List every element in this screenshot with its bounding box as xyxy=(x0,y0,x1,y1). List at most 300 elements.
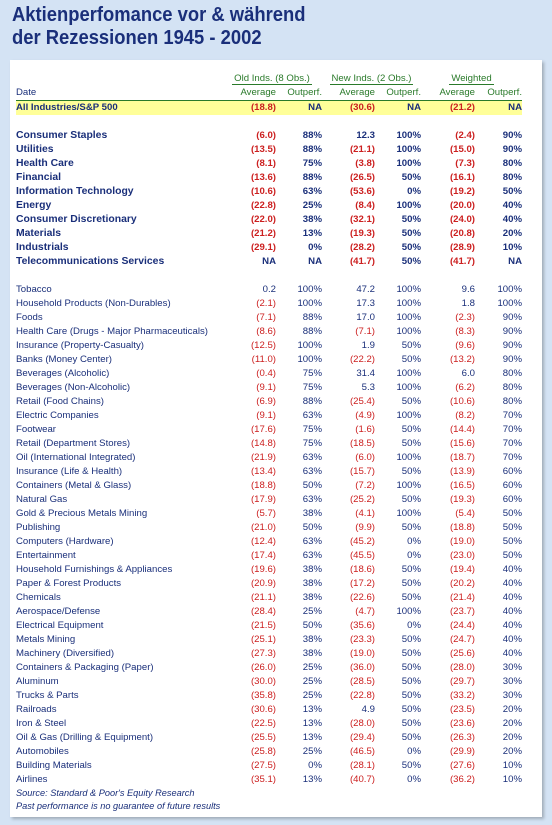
row-label: Health Care (Drugs - Major Pharmaceuticals) xyxy=(16,326,208,337)
cell-old-average: (28.4) xyxy=(250,606,276,617)
cell-weighted-average: (5.4) xyxy=(455,508,475,519)
cell-weighted-outperf: 100% xyxy=(497,298,522,309)
cell-weighted-average: (13.9) xyxy=(449,466,475,477)
industry-row xyxy=(16,563,522,577)
industry-row xyxy=(16,591,522,605)
cell-weighted-average: (8.2) xyxy=(455,410,475,421)
industry-row xyxy=(16,339,522,353)
row-label: Oil & Gas (Drilling & Equipment) xyxy=(16,732,154,743)
cell-weighted-outperf: 40% xyxy=(502,578,522,589)
cell-new-average: (17.2) xyxy=(349,578,375,589)
disclaimer-note: Past performance is no guarantee of future results xyxy=(16,801,221,811)
title-line-1: Aktienperfomance vor & während xyxy=(12,4,306,26)
cell-weighted-outperf: 40% xyxy=(502,200,522,211)
cell-old-outperf: 88% xyxy=(302,312,322,323)
cell-new-outperf: 100% xyxy=(396,158,421,169)
cell-new-outperf: 100% xyxy=(396,480,421,491)
cell-new-average: (18.5) xyxy=(349,438,375,449)
cell-new-outperf: 100% xyxy=(396,606,421,617)
cell-weighted-outperf: 20% xyxy=(502,718,522,729)
cell-new-average: (15.7) xyxy=(349,466,375,477)
row-label: Natural Gas xyxy=(16,494,68,505)
cell-old-outperf: 63% xyxy=(302,494,322,505)
cell-old-average: (18.8) xyxy=(222,101,276,116)
cell-new-outperf: 50% xyxy=(401,228,421,239)
cell-old-outperf: 75% xyxy=(302,158,322,169)
cell-weighted-outperf: 80% xyxy=(502,382,522,393)
cell-weighted-average: (18.7) xyxy=(449,452,475,463)
cell-old-average: (10.6) xyxy=(250,186,276,197)
cell-old-outperf: 63% xyxy=(302,186,322,197)
cell-weighted-outperf: 50% xyxy=(502,186,522,197)
cell-weighted-average: (27.6) xyxy=(449,760,475,771)
row-label: Household Furnishings & Appliances xyxy=(16,564,173,575)
footer-row xyxy=(16,800,522,813)
cell-old-average: (5.7) xyxy=(256,508,276,519)
industry-row xyxy=(16,493,522,507)
cell-new-outperf: 100% xyxy=(396,382,421,393)
title-line-2: der Rezessionen 1945 - 2002 xyxy=(12,27,262,49)
row-label: Insurance (Property-Casualty) xyxy=(16,340,144,351)
cell-new-average: (4.7) xyxy=(355,606,375,617)
cell-new-outperf: 0% xyxy=(407,774,421,785)
cell-new-average: 12.3 xyxy=(356,130,375,141)
group-old-industries: Old Inds. (8 Obs.) xyxy=(234,73,310,84)
sector-row xyxy=(16,143,522,157)
cell-weighted-average: (25.6) xyxy=(449,648,475,659)
cell-new-outperf: 50% xyxy=(401,676,421,687)
cell-old-outperf: 100% xyxy=(297,298,322,309)
cell-weighted-outperf: 50% xyxy=(502,522,522,533)
cell-new-outperf: 50% xyxy=(401,704,421,715)
cell-old-average: (27.3) xyxy=(250,648,276,659)
row-label: Electrical Equipment xyxy=(16,620,104,631)
cell-weighted-average: (23.6) xyxy=(449,718,475,729)
cell-weighted-average: (16.1) xyxy=(449,172,475,183)
cell-new-outperf: 100% xyxy=(396,130,421,141)
cell-weighted-outperf: 10% xyxy=(502,774,522,785)
row-label: Foods xyxy=(16,312,43,323)
cell-new-average: (7.1) xyxy=(355,326,375,337)
cell-weighted-outperf: 40% xyxy=(502,620,522,631)
cell-old-outperf: 50% xyxy=(302,522,322,533)
row-label: Household Products (Non-Durables) xyxy=(16,298,171,309)
cell-new-average: 31.4 xyxy=(356,368,375,379)
cell-new-average: 5.3 xyxy=(361,382,375,393)
cell-old-average: (21.2) xyxy=(250,228,276,239)
cell-old-outperf: 38% xyxy=(302,508,322,519)
cell-weighted-outperf: 80% xyxy=(502,368,522,379)
cell-old-outperf: 25% xyxy=(302,200,322,211)
cell-old-average: (2.1) xyxy=(256,298,276,309)
cell-new-outperf: 100% xyxy=(396,312,421,323)
row-label: Tobacco xyxy=(16,284,52,295)
industry-row xyxy=(16,297,522,311)
cell-new-outperf: 50% xyxy=(401,340,421,351)
cell-new-outperf: 50% xyxy=(401,732,421,743)
row-label: Paper & Forest Products xyxy=(16,578,122,589)
cell-new-outperf: 50% xyxy=(401,662,421,673)
cell-old-average: (12.4) xyxy=(250,536,276,547)
row-label: Utilities xyxy=(16,144,54,155)
cell-new-average: (28.0) xyxy=(349,718,375,729)
cell-new-outperf: 50% xyxy=(401,214,421,225)
cell-old-average: (9.1) xyxy=(256,410,276,421)
cell-weighted-outperf: 30% xyxy=(502,662,522,673)
cell-old-average: (26.0) xyxy=(250,662,276,673)
cell-new-outperf: 50% xyxy=(401,466,421,477)
cell-old-average: (25.1) xyxy=(250,634,276,645)
cell-weighted-average: (15.6) xyxy=(449,438,475,449)
cell-new-outperf: 50% xyxy=(401,690,421,701)
cell-weighted-outperf: 20% xyxy=(502,704,522,715)
cell-old-average: 0.2 xyxy=(262,284,276,295)
cell-weighted-average: (26.3) xyxy=(449,732,475,743)
cell-weighted-outperf: 40% xyxy=(502,606,522,617)
cell-weighted-outperf: 90% xyxy=(502,130,522,141)
cell-old-outperf: 0% xyxy=(308,760,322,771)
industry-row xyxy=(16,731,522,745)
cell-old-average: (30.0) xyxy=(250,676,276,687)
cell-new-average: (25.2) xyxy=(349,494,375,505)
cell-old-average: (21.5) xyxy=(250,620,276,631)
industry-row xyxy=(16,311,522,325)
cell-new-outperf: 50% xyxy=(401,718,421,729)
row-label: Retail (Department Stores) xyxy=(16,438,131,449)
cell-weighted-outperf: 40% xyxy=(502,564,522,575)
sector-row xyxy=(16,199,522,213)
cell-new-average: (7.2) xyxy=(355,480,375,491)
cell-weighted-average: (33.2) xyxy=(449,690,475,701)
cell-old-average: (8.6) xyxy=(256,326,276,337)
cell-old-outperf: 13% xyxy=(302,704,322,715)
cell-new-average: (6.0) xyxy=(355,452,375,463)
cell-new-average: (28.2) xyxy=(349,242,375,253)
cell-new-outperf: 50% xyxy=(401,522,421,533)
cell-weighted-outperf: 90% xyxy=(502,144,522,155)
cell-new-average: (18.6) xyxy=(349,564,375,575)
row-label: Insurance (Life & Health) xyxy=(16,466,123,477)
cell-old-outperf: 75% xyxy=(302,438,322,449)
cell-old-outperf: 38% xyxy=(302,578,322,589)
cell-weighted-average: (18.8) xyxy=(449,522,475,533)
header-new-average: Average xyxy=(322,86,375,101)
group-header-row xyxy=(16,72,522,86)
cell-new-average: (19.0) xyxy=(349,648,375,659)
cell-old-average: (7.1) xyxy=(256,312,276,323)
group-weighted: Weighted xyxy=(451,73,492,84)
cell-weighted-outperf: 60% xyxy=(502,480,522,491)
table-panel xyxy=(10,60,542,817)
industry-row xyxy=(16,409,522,423)
cell-new-average: (28.1) xyxy=(349,760,375,771)
cell-new-average: (22.6) xyxy=(349,592,375,603)
cell-weighted-outperf: 40% xyxy=(502,214,522,225)
cell-weighted-average: (28.9) xyxy=(449,242,475,253)
header-old-outperf: Outperf. xyxy=(276,86,322,101)
industry-row xyxy=(16,465,522,479)
cell-new-outperf: 100% xyxy=(396,452,421,463)
cell-old-average: (17.6) xyxy=(250,424,276,435)
cell-new-average: (23.3) xyxy=(349,634,375,645)
cell-weighted-average: (2.4) xyxy=(455,130,475,141)
cell-new-average: 17.3 xyxy=(356,298,375,309)
header-date: Date xyxy=(16,86,222,101)
cell-old-outperf: 38% xyxy=(302,592,322,603)
cell-old-outperf: 13% xyxy=(302,228,322,239)
cell-new-outperf: 100% xyxy=(396,284,421,295)
cell-new-outperf: 0% xyxy=(407,620,421,631)
cell-old-average: (13.5) xyxy=(250,144,276,155)
header-new-outperf: Outperf. xyxy=(375,86,421,101)
cell-old-average: (21.0) xyxy=(250,522,276,533)
all-industries-row xyxy=(16,101,522,116)
spacer-row xyxy=(16,269,522,283)
cell-weighted-outperf: 20% xyxy=(502,746,522,757)
row-label: Footwear xyxy=(16,424,56,435)
cell-new-outperf: 50% xyxy=(401,634,421,645)
cell-old-average: (17.9) xyxy=(250,494,276,505)
sector-row xyxy=(16,157,522,171)
cell-old-average: NA xyxy=(262,256,276,267)
cell-old-outperf: 25% xyxy=(302,676,322,687)
cell-old-average: (22.8) xyxy=(250,200,276,211)
cell-weighted-average: (2.3) xyxy=(455,312,475,323)
cell-weighted-average: (13.2) xyxy=(449,354,475,365)
cell-new-average: (45.5) xyxy=(349,550,375,561)
cell-old-average: (22.0) xyxy=(250,214,276,225)
cell-old-outperf: 63% xyxy=(302,452,322,463)
cell-old-outperf: 100% xyxy=(297,354,322,365)
cell-weighted-outperf: 50% xyxy=(502,508,522,519)
cell-new-average: (36.0) xyxy=(349,662,375,673)
performance-table xyxy=(16,72,522,813)
cell-new-outperf: 100% xyxy=(396,144,421,155)
cell-weighted-outperf: 80% xyxy=(502,396,522,407)
industry-row xyxy=(16,395,522,409)
cell-weighted-outperf: 60% xyxy=(502,466,522,477)
cell-old-average: (22.5) xyxy=(250,718,276,729)
row-label: Retail (Food Chains) xyxy=(16,396,104,407)
cell-weighted-outperf: 50% xyxy=(502,536,522,547)
industry-row xyxy=(16,619,522,633)
cell-new-outperf: 100% xyxy=(396,368,421,379)
cell-old-average: (29.1) xyxy=(250,242,276,253)
cell-old-average: (17.4) xyxy=(250,550,276,561)
cell-old-average: (35.8) xyxy=(250,690,276,701)
row-label: Oil (International Integrated) xyxy=(16,452,136,463)
cell-old-average: (27.5) xyxy=(250,760,276,771)
cell-weighted-average: 1.8 xyxy=(461,298,475,309)
industry-row xyxy=(16,451,522,465)
cell-weighted-average: (23.5) xyxy=(449,704,475,715)
cell-weighted-outperf: 10% xyxy=(502,760,522,771)
sector-row xyxy=(16,185,522,199)
cell-weighted-outperf: 30% xyxy=(502,676,522,687)
industry-row xyxy=(16,633,522,647)
cell-new-average: (35.6) xyxy=(349,620,375,631)
cell-weighted-average: (19.4) xyxy=(449,564,475,575)
cell-weighted-average: (23.7) xyxy=(449,606,475,617)
cell-old-average: (14.8) xyxy=(250,438,276,449)
cell-weighted-average: 9.6 xyxy=(461,284,475,295)
cell-old-average: (20.9) xyxy=(250,578,276,589)
cell-weighted-average: (15.0) xyxy=(449,144,475,155)
row-label: Consumer Discretionary xyxy=(16,214,137,225)
cell-new-average: 1.9 xyxy=(361,340,375,351)
cell-new-average: (4.9) xyxy=(355,410,375,421)
row-label: Industrials xyxy=(16,242,69,253)
cell-old-outperf: 25% xyxy=(302,662,322,673)
cell-old-average: (12.5) xyxy=(250,340,276,351)
industry-row xyxy=(16,577,522,591)
cell-old-outperf: 100% xyxy=(297,284,322,295)
cell-old-outperf: 88% xyxy=(302,396,322,407)
cell-weighted-average: (23.0) xyxy=(449,550,475,561)
cell-new-outperf: 50% xyxy=(401,172,421,183)
cell-new-average: (28.5) xyxy=(349,676,375,687)
cell-new-average: (30.6) xyxy=(322,101,375,116)
cell-old-outperf: 38% xyxy=(302,564,322,575)
cell-old-outperf: 88% xyxy=(302,144,322,155)
cell-new-outperf: 50% xyxy=(401,648,421,659)
cell-new-average: (45.2) xyxy=(349,536,375,547)
cell-weighted-average: (24.4) xyxy=(449,620,475,631)
cell-weighted-average: (21.4) xyxy=(449,592,475,603)
industry-row xyxy=(16,717,522,731)
industry-row xyxy=(16,381,522,395)
cell-weighted-average: (36.2) xyxy=(449,774,475,785)
cell-old-average: (21.9) xyxy=(250,452,276,463)
row-label: Metals Mining xyxy=(16,634,76,645)
cell-old-outperf: 25% xyxy=(302,690,322,701)
industry-row xyxy=(16,549,522,563)
cell-weighted-average: 6.0 xyxy=(461,368,475,379)
cell-new-outperf: 50% xyxy=(401,354,421,365)
cell-weighted-average: (9.6) xyxy=(455,340,475,351)
cell-new-average: (29.4) xyxy=(349,732,375,743)
cell-new-outperf: 50% xyxy=(401,242,421,253)
industry-row xyxy=(16,759,522,773)
cell-new-outperf: 0% xyxy=(407,746,421,757)
cell-weighted-average: (24.7) xyxy=(449,634,475,645)
industry-row xyxy=(16,507,522,521)
row-label: Trucks & Parts xyxy=(16,690,79,701)
row-label: Gold & Precious Metals Mining xyxy=(16,508,148,519)
cell-weighted-average: (10.6) xyxy=(449,396,475,407)
cell-old-average: (25.5) xyxy=(250,732,276,743)
row-label: All Industries/S&P 500 xyxy=(16,101,222,116)
row-label: Computers (Hardware) xyxy=(16,536,114,547)
industry-row xyxy=(16,367,522,381)
row-label: Banks (Money Center) xyxy=(16,354,112,365)
cell-old-outperf: 75% xyxy=(302,382,322,393)
cell-new-outperf: 50% xyxy=(401,760,421,771)
column-header-row xyxy=(16,86,522,101)
cell-new-outperf: 0% xyxy=(407,186,421,197)
cell-new-outperf: 50% xyxy=(401,578,421,589)
cell-new-outperf: 50% xyxy=(401,564,421,575)
cell-weighted-average: (20.2) xyxy=(449,578,475,589)
cell-weighted-average: (28.0) xyxy=(449,662,475,673)
cell-weighted-average: (24.0) xyxy=(449,214,475,225)
cell-old-outperf: 88% xyxy=(302,172,322,183)
page-title xyxy=(12,4,500,50)
cell-new-outperf: 50% xyxy=(401,592,421,603)
cell-new-average: (21.1) xyxy=(349,144,375,155)
cell-weighted-average: (14.4) xyxy=(449,424,475,435)
header-weighted-average: Average xyxy=(421,86,475,101)
cell-old-outperf: 75% xyxy=(302,424,322,435)
cell-weighted-outperf: 20% xyxy=(502,228,522,239)
cell-old-average: (11.0) xyxy=(251,354,276,365)
row-label: Beverages (Alcoholic) xyxy=(16,368,110,379)
cell-old-outperf: 38% xyxy=(302,648,322,659)
cell-weighted-average: (29.9) xyxy=(449,746,475,757)
cell-new-average: (26.5) xyxy=(349,172,375,183)
cell-weighted-outperf: 20% xyxy=(502,732,522,743)
row-label: Building Materials xyxy=(16,760,92,771)
cell-old-average: (25.8) xyxy=(250,746,276,757)
industry-row xyxy=(16,437,522,451)
cell-weighted-outperf: 10% xyxy=(502,242,522,253)
cell-weighted-outperf: 70% xyxy=(502,452,522,463)
row-label: Iron & Steel xyxy=(16,718,67,729)
cell-weighted-outperf: 100% xyxy=(497,284,522,295)
cell-new-outperf: 0% xyxy=(407,536,421,547)
cell-weighted-outperf: 80% xyxy=(502,158,522,169)
cell-new-average: (40.7) xyxy=(349,774,375,785)
cell-new-average: (4.1) xyxy=(355,508,375,519)
cell-old-outperf: 25% xyxy=(302,746,322,757)
cell-new-outperf: 0% xyxy=(407,550,421,561)
cell-new-average: (9.9) xyxy=(355,522,375,533)
cell-weighted-outperf: 90% xyxy=(502,312,522,323)
cell-old-outperf: 63% xyxy=(302,466,322,477)
cell-old-outperf: NA xyxy=(308,256,322,267)
row-label: Entertainment xyxy=(16,550,76,561)
cell-old-outperf: 63% xyxy=(302,536,322,547)
cell-old-outperf: 13% xyxy=(302,774,322,785)
sector-row xyxy=(16,129,522,143)
row-label: Machinery (Diversified) xyxy=(16,648,115,659)
cell-old-average: (19.6) xyxy=(250,564,276,575)
cell-new-outperf: 100% xyxy=(396,508,421,519)
industry-row xyxy=(16,689,522,703)
cell-old-outperf: 0% xyxy=(308,242,322,253)
cell-new-outperf: NA xyxy=(375,101,421,116)
cell-new-average: (8.4) xyxy=(355,200,375,211)
cell-new-average: (19.3) xyxy=(349,228,375,239)
sector-row xyxy=(16,227,522,241)
cell-weighted-outperf: 30% xyxy=(502,690,522,701)
cell-old-average: (18.8) xyxy=(250,480,276,491)
industry-row xyxy=(16,479,522,493)
industry-row xyxy=(16,521,522,535)
industry-row xyxy=(16,745,522,759)
cell-new-outperf: 50% xyxy=(401,256,421,267)
row-label: Airlines xyxy=(16,774,48,785)
cell-new-average: (53.6) xyxy=(349,186,375,197)
cell-weighted-average: (20.0) xyxy=(449,200,475,211)
cell-new-average: (46.5) xyxy=(349,746,375,757)
row-label: Consumer Staples xyxy=(16,130,108,141)
row-label: Beverages (Non-Alcoholic) xyxy=(16,382,131,393)
cell-old-outperf: 100% xyxy=(297,340,322,351)
cell-new-outperf: 100% xyxy=(396,200,421,211)
cell-new-average: (22.2) xyxy=(349,354,375,365)
row-label: Aerospace/Defense xyxy=(16,606,101,617)
